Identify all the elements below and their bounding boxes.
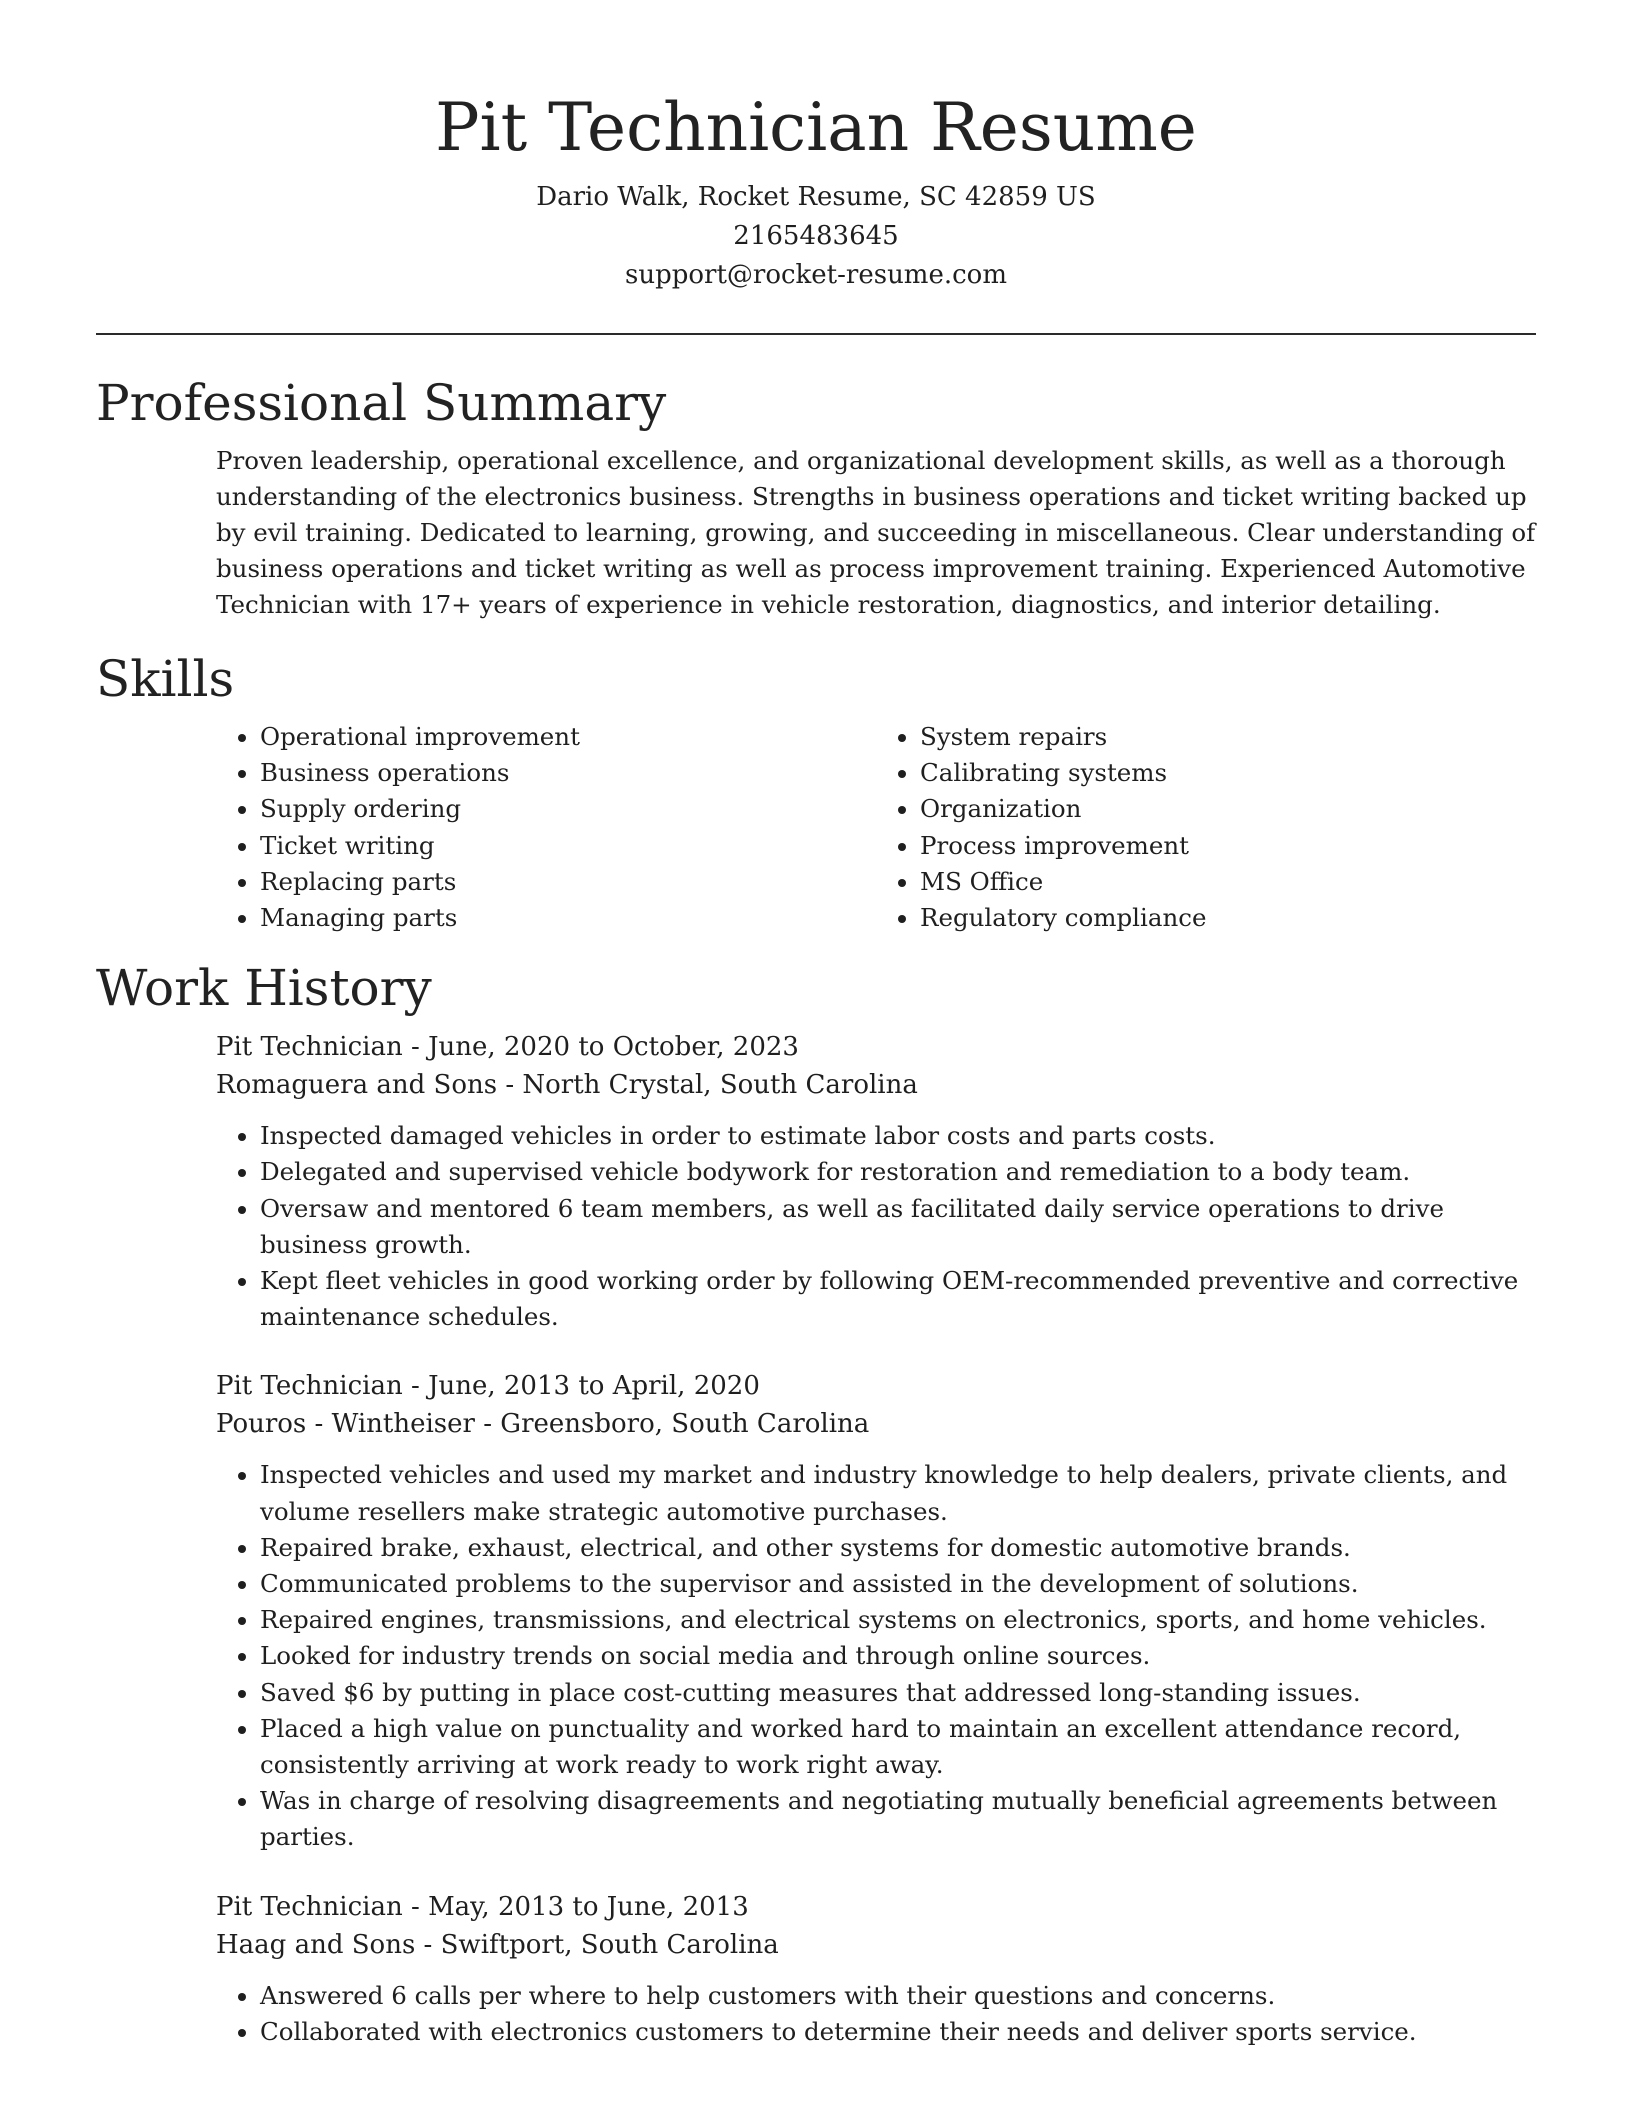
job-bullet: • Saved $6 by putting in place cost-cutting measures that addressed long-standing issues. <box>260 1675 1536 1711</box>
job-bullet-list <box>216 1978 1536 2050</box>
job-title: Pit Technician <box>216 1032 403 1063</box>
work-history-section <box>96 958 1536 2050</box>
header-divider <box>96 333 1536 335</box>
job-bullet-list <box>216 1118 1536 1335</box>
contact-email: support@rocket-resume.com <box>624 260 1007 290</box>
job-bullet: • Answered 6 calls per where to help customers with their questions and concerns. <box>260 1978 1536 2014</box>
job-company-line: Romaguera and Sons - North Crystal, South Carolina <box>216 1070 918 1101</box>
job-company: Romaguera and Sons <box>216 1070 498 1101</box>
job-bullet-list <box>216 1457 1536 1855</box>
skill-item: • Supply ordering <box>260 791 876 827</box>
job-title: Pit Technician <box>216 1891 403 1922</box>
job-dates: May, 2013 to June, 2013 <box>428 1891 749 1922</box>
job-bullet: • Inspected vehicles and used my market and industry knowledge to help dealers, private clients, and volume resellers make strategic automotive purchases. <box>260 1457 1536 1529</box>
skills-columns <box>216 719 1536 936</box>
job-dates: June, 2013 to April, 2020 <box>428 1371 760 1402</box>
job-bullet: • Placed a high value on punctuality and worked hard to maintain an excellent attendance record, consistently arriving at work ready to work right away. <box>260 1711 1536 1783</box>
job-bullet: • Delegated and supervised vehicle bodywork for restoration and remediation to a body team. <box>260 1154 1536 1190</box>
skill-item: • MS Office <box>920 864 1536 900</box>
section-heading-work: Work History <box>96 959 432 1018</box>
job-dates: June, 2020 to October, 2023 <box>428 1032 799 1063</box>
section-heading-skills: Skills <box>96 650 235 708</box>
job-company: Haag and Sons <box>216 1929 416 1960</box>
job-bullet: • Looked for industry trends on social media and through online sources. <box>260 1638 1536 1674</box>
section-heading-summary: Professional Summary <box>96 374 667 432</box>
job-entry <box>216 1367 1536 1855</box>
job-company-line: Haag and Sons - Swiftport, South Carolina <box>216 1929 779 1960</box>
job-bullet: • Repaired engines, transmissions, and electrical systems on electronics, sports, and home vehicles. <box>260 1602 1536 1638</box>
job-bullet: • Collaborated with electronics customers to determine their needs and deliver sports service. <box>260 2014 1536 2050</box>
job-location: Swiftport, South Carolina <box>440 1929 779 1960</box>
job-title: Pit Technician <box>216 1371 403 1402</box>
resume-page <box>96 0 1536 2050</box>
job-location: Greensboro, South Carolina <box>500 1409 870 1440</box>
skill-item: • Replacing parts <box>260 864 876 900</box>
skills-section <box>96 649 1536 936</box>
skill-item: • Calibrating systems <box>920 755 1536 791</box>
job-title-line: Pit Technician - May, 2013 to June, 2013 <box>216 1891 749 1922</box>
job-bullet: • Communicated problems to the supervisor and assisted in the development of solutions. <box>260 1566 1536 1602</box>
contact-phone: 2165483645 <box>733 221 899 251</box>
skill-item: • Process improvement <box>920 828 1536 864</box>
professional-summary-section <box>96 373 1536 623</box>
skill-item: • Organization <box>920 791 1536 827</box>
job-entry <box>216 1028 1536 1335</box>
job-bullet: • Oversaw and mentored 6 team members, as well as facilitated daily service operations to drive business growth. <box>260 1191 1536 1263</box>
job-bullet: • Inspected damaged vehicles in order to estimate labor costs and parts costs. <box>260 1118 1536 1154</box>
skills-list-left <box>216 719 876 936</box>
skill-item: • Regulatory compliance <box>920 900 1536 936</box>
skill-item: • Business operations <box>260 755 876 791</box>
job-location: North Crystal, South Carolina <box>522 1070 918 1101</box>
contact-block <box>96 178 1536 295</box>
job-bullet: • Kept fleet vehicles in good working order by following OEM-recommended preventive and corrective maintenance schedules. <box>260 1263 1536 1335</box>
skill-item: • Ticket writing <box>260 828 876 864</box>
resume-title: Pit Technician Resume <box>435 89 1197 166</box>
job-title-line: Pit Technician - June, 2013 to April, 2020 <box>216 1371 760 1402</box>
skill-item: • Managing parts <box>260 900 876 936</box>
job-bullet: • Repaired brake, exhaust, electrical, and other systems for domestic automotive brands. <box>260 1530 1536 1566</box>
job-title-line: Pit Technician - June, 2020 to October, 2023 <box>216 1032 799 1063</box>
job-company: Pouros - Wintheiser <box>216 1409 475 1440</box>
skill-item: • System repairs <box>920 719 1536 755</box>
skills-list-right <box>876 719 1536 936</box>
job-entry <box>216 1888 1536 2050</box>
summary-paragraph: Proven leadership, operational excellence, and organizational development skills, as well as a thorough understanding of the electronics business. Strengths in business operations and ticket writing backed up by evil training. Dedicated to learning, growing, and succeeding in miscellaneous. Clear understanding of business operations and ticket writing as well as process improvement training. Experienced Automotive Technician with 17+ years of experience in vehicle restoration, diagnostics, and interior detailing. <box>216 446 1536 619</box>
contact-address: Dario Walk, Rocket Resume, SC 42859 US <box>536 182 1096 212</box>
job-company-line: Pouros - Wintheiser - Greensboro, South Carolina <box>216 1409 870 1440</box>
skill-item: • Operational improvement <box>260 719 876 755</box>
job-bullet: • Was in charge of resolving disagreements and negotiating mutually beneficial agreements between parties. <box>260 1783 1536 1855</box>
